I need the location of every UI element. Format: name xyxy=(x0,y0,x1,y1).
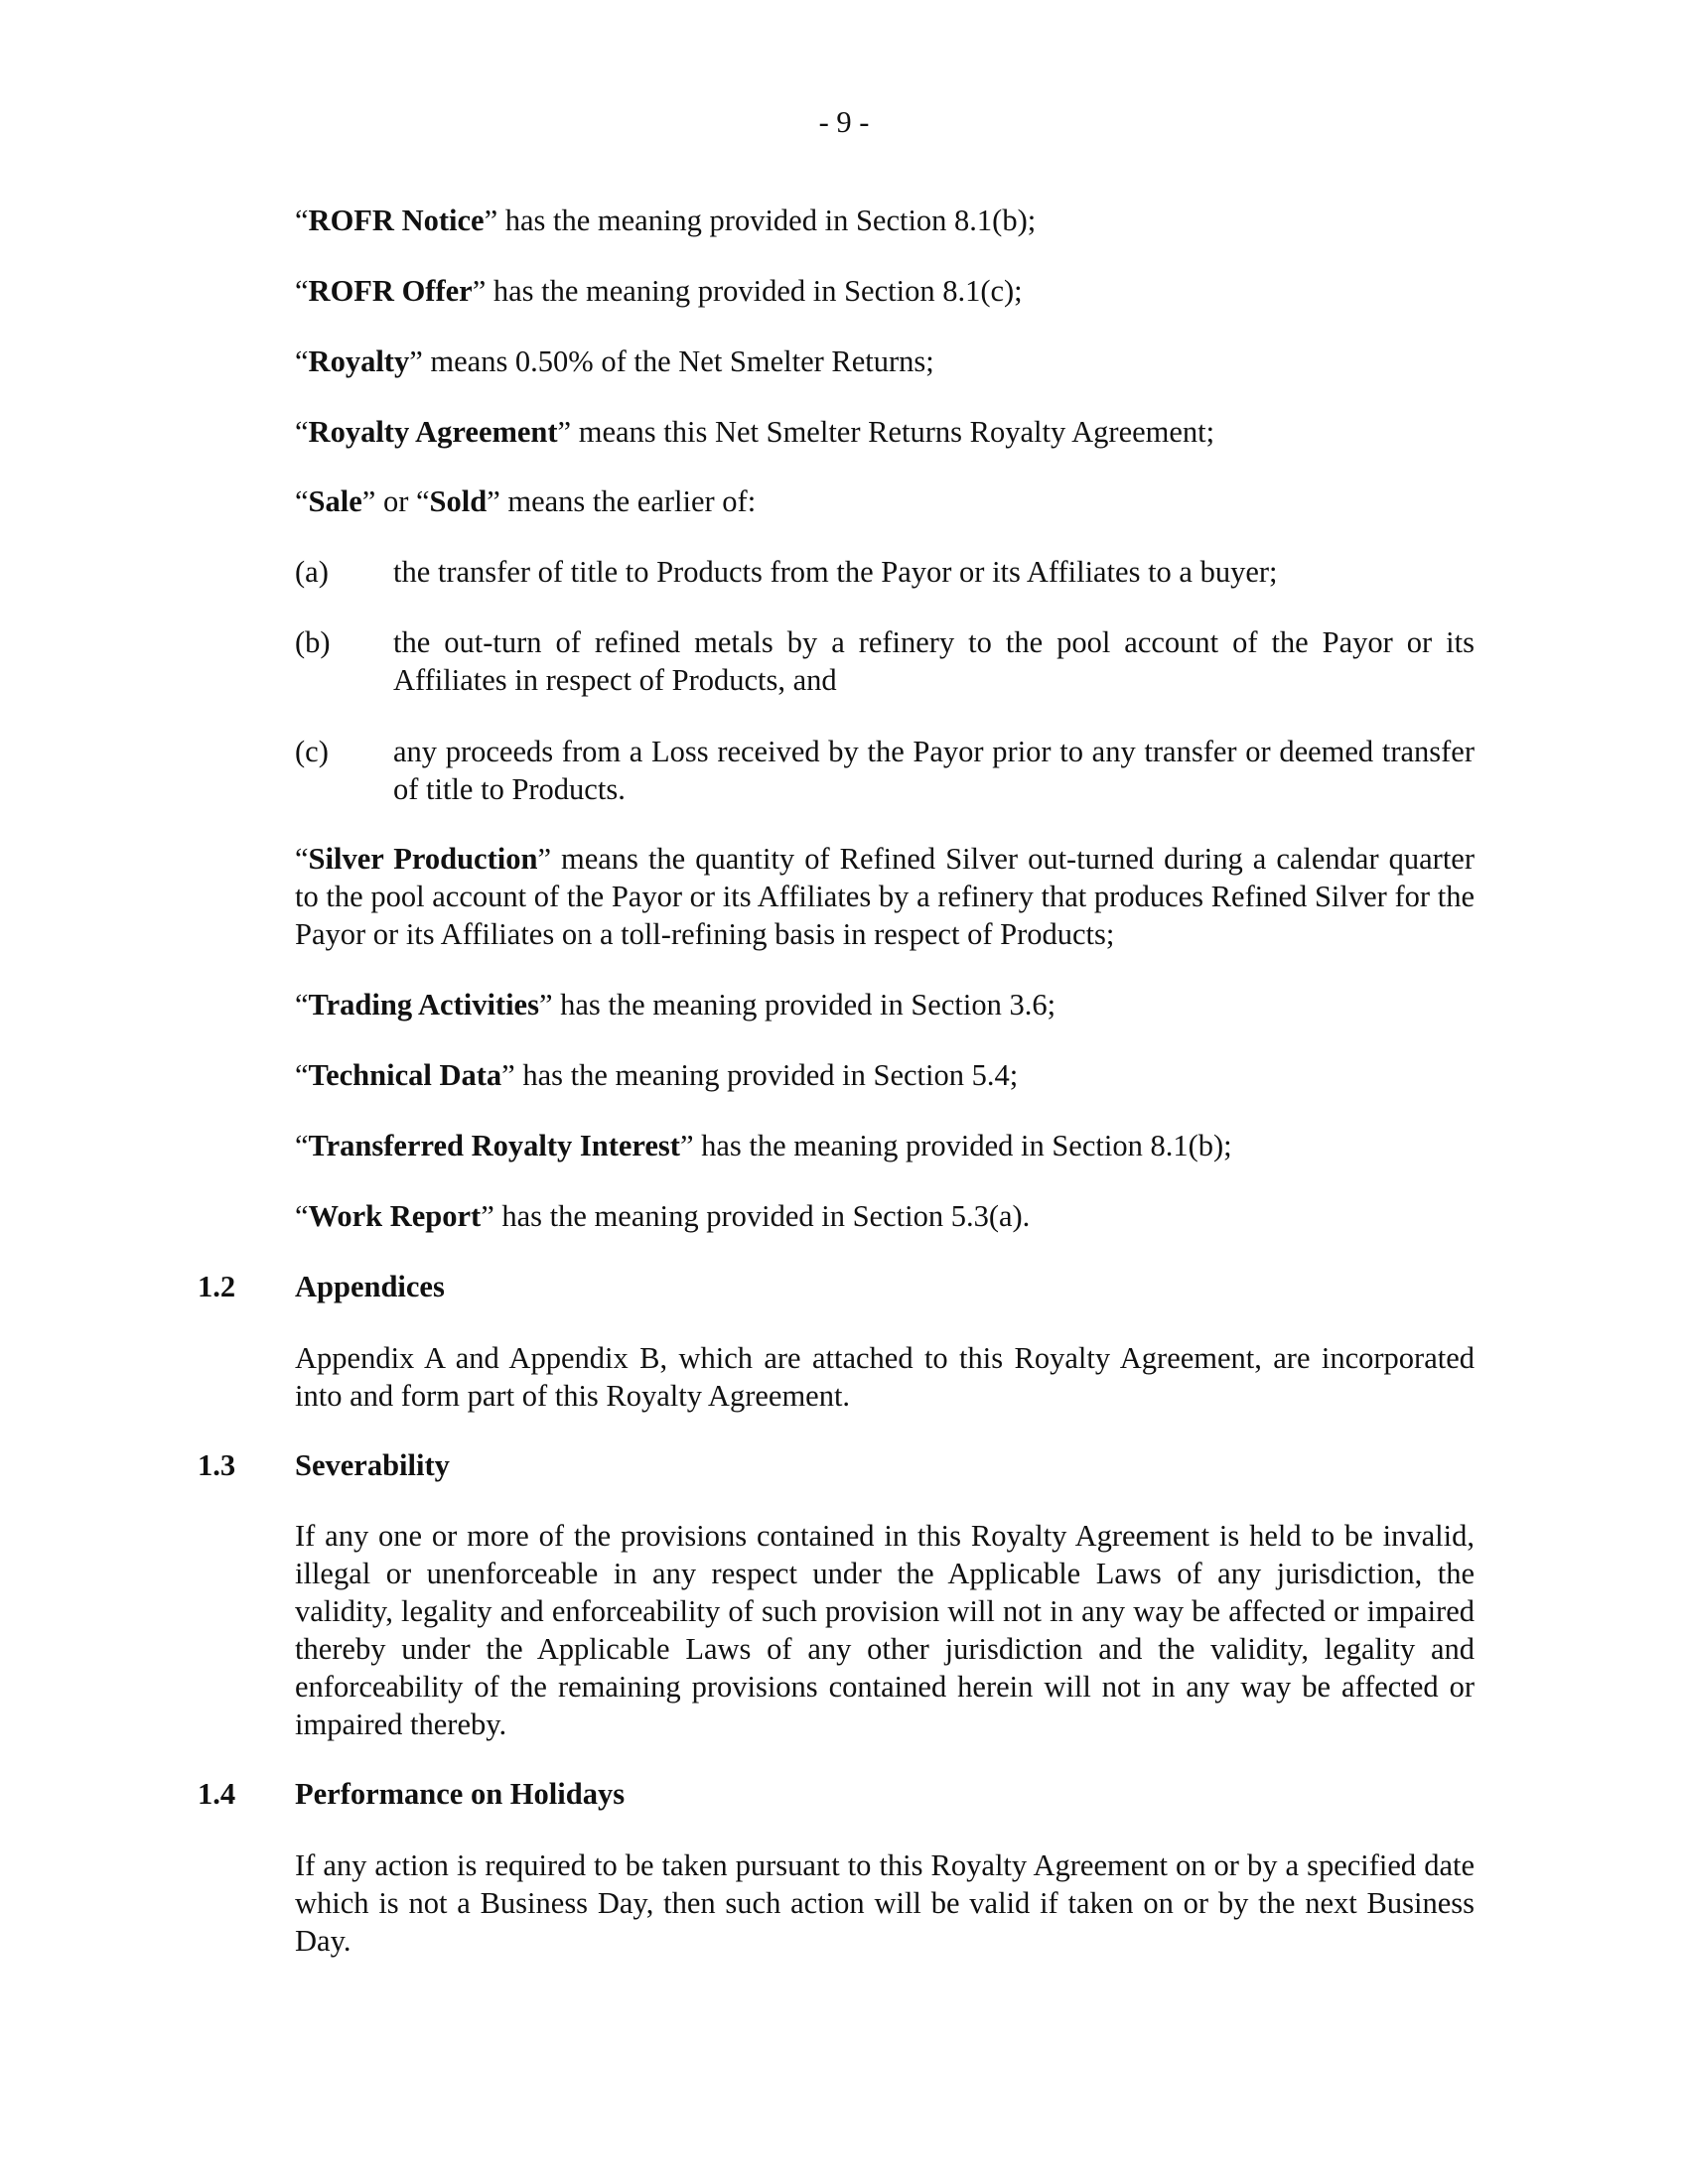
defined-term: Royalty xyxy=(308,344,410,378)
defined-term: Sale xyxy=(308,484,362,518)
defined-term: Work Report xyxy=(308,1199,482,1233)
section-number: 1.4 xyxy=(198,1777,236,1811)
definition-text: has the meaning provided in Section 8.1(b); xyxy=(693,1129,1232,1162)
open-quote: “ xyxy=(295,1058,309,1092)
open-quote: “ xyxy=(295,204,309,237)
definition-sale xyxy=(295,482,1475,520)
page-number: - 9 - xyxy=(818,105,870,139)
defined-term: ROFR Notice xyxy=(308,204,485,237)
definition-text: has the meaning provided in Section 5.3(a). xyxy=(493,1199,1031,1233)
close-quote: ” xyxy=(537,842,551,876)
close-quote: ” xyxy=(472,274,487,308)
close-quote: ” xyxy=(409,344,423,378)
section-heading-1-4 xyxy=(0,1775,1688,1815)
section-body-appendices: Appendix A and Appendix B, which are attached to this Royalty Agreement, are incorporated into and form part of this Royalty Agreement. xyxy=(295,1341,1475,1413)
close-quote: ” xyxy=(484,204,498,237)
definition-transferred-royalty-interest xyxy=(295,1127,1475,1164)
definition-text: has the meaning provided in Section 5.4; xyxy=(514,1058,1019,1092)
close-quote: ” xyxy=(557,415,572,449)
close-quote: ” xyxy=(487,484,500,518)
definition-work-report xyxy=(295,1197,1475,1235)
defined-term: ROFR Offer xyxy=(308,274,473,308)
open-quote: “ xyxy=(295,344,309,378)
defined-term: Transferred Royalty Interest xyxy=(308,1129,680,1162)
section-body-performance-on-holidays: If any action is required to be taken pursuant to this Royalty Agreement on or by a specified date which is not a Business Day, then such action will be valid if taken on or by the next Business Day. xyxy=(295,1848,1475,1958)
definition-text: means the quantity of Refined Silver out-turned during a calendar quarter to the pool account of the Payor or its Affiliates by a refinery that produces Refined Silver for the Payor or its Affiliates on a toll-refining basis in respect of Products; xyxy=(295,842,1476,951)
sale-item-c xyxy=(0,733,1688,812)
item-text: the out-turn of refined metals by a refinery to the pool account of the Payor or its Affiliates in respect of Products, and xyxy=(393,625,1475,697)
definition-royalty-agreement xyxy=(295,413,1475,451)
close-quote: ” xyxy=(501,1058,515,1092)
definition-silver-production xyxy=(295,840,1475,953)
open-quote: “ xyxy=(295,1199,309,1233)
close-quote: ” xyxy=(679,1129,694,1162)
definition-rofr-offer xyxy=(295,272,1475,310)
close-quote: ” xyxy=(481,1199,494,1233)
definition-text: has the meaning provided in Section 3.6; xyxy=(552,988,1056,1022)
definition-royalty xyxy=(295,342,1475,380)
item-label: (b) xyxy=(295,625,331,659)
section-number: 1.2 xyxy=(198,1270,236,1303)
definition-text: means the earlier of: xyxy=(499,484,757,518)
item-label: (a) xyxy=(295,555,329,589)
open-quote: “ xyxy=(295,1129,309,1162)
sale-item-b xyxy=(0,623,1688,703)
close-quote: ” xyxy=(361,484,376,518)
defined-term: Silver Production xyxy=(308,842,538,876)
open-quote: “ xyxy=(295,415,309,449)
item-text: the transfer of title to Products from the Payor or its Affiliates to a buyer; xyxy=(393,555,1278,589)
sale-item-a xyxy=(0,553,1688,593)
section-title: Appendices xyxy=(295,1270,445,1303)
close-quote: ” xyxy=(538,988,553,1022)
definition-technical-data xyxy=(295,1056,1475,1094)
definition-text: has the meaning provided in Section 8.1(b); xyxy=(497,204,1037,237)
connector-text: or xyxy=(375,484,416,518)
section-heading-1-3 xyxy=(0,1446,1688,1486)
section-title: Performance on Holidays xyxy=(295,1777,626,1811)
defined-term: Trading Activities xyxy=(308,988,539,1022)
defined-term: Royalty Agreement xyxy=(308,415,558,449)
section-title: Severability xyxy=(295,1448,450,1482)
open-quote: “ xyxy=(295,988,309,1022)
open-quote: “ xyxy=(295,842,309,876)
section-body-severability: If any one or more of the provisions contained in this Royalty Agreement is held to be invalid, illegal or unenforceable in any respect under the Applicable Laws of any jurisdiction, the validity, legality and enforceability of such provision will not in any way be affected or impaired thereby under the Applicable Laws of any other jurisdiction and the validity, legality and enforceability of the remaining provisions contained herein will not in any way be affected or impaired thereby. xyxy=(295,1519,1475,1741)
open-quote: “ xyxy=(416,484,430,518)
item-text: any proceeds from a Loss received by the Payor prior to any transfer or deemed transfer of title to Products. xyxy=(393,735,1475,806)
item-label: (c) xyxy=(295,735,329,768)
definition-text: means this Net Smelter Returns Royalty Agreement; xyxy=(571,415,1215,449)
definition-text: has the meaning provided in Section 8.1(c); xyxy=(486,274,1023,308)
open-quote: “ xyxy=(295,484,309,518)
definition-trading-activities xyxy=(295,986,1475,1024)
section-heading-1-2 xyxy=(0,1268,1688,1307)
definition-rofr-notice xyxy=(295,202,1475,239)
definition-text: means 0.50% of the Net Smelter Returns; xyxy=(422,344,934,378)
defined-term: Sold xyxy=(429,484,488,518)
defined-term: Technical Data xyxy=(308,1058,502,1092)
section-number: 1.3 xyxy=(198,1448,236,1482)
open-quote: “ xyxy=(295,274,309,308)
